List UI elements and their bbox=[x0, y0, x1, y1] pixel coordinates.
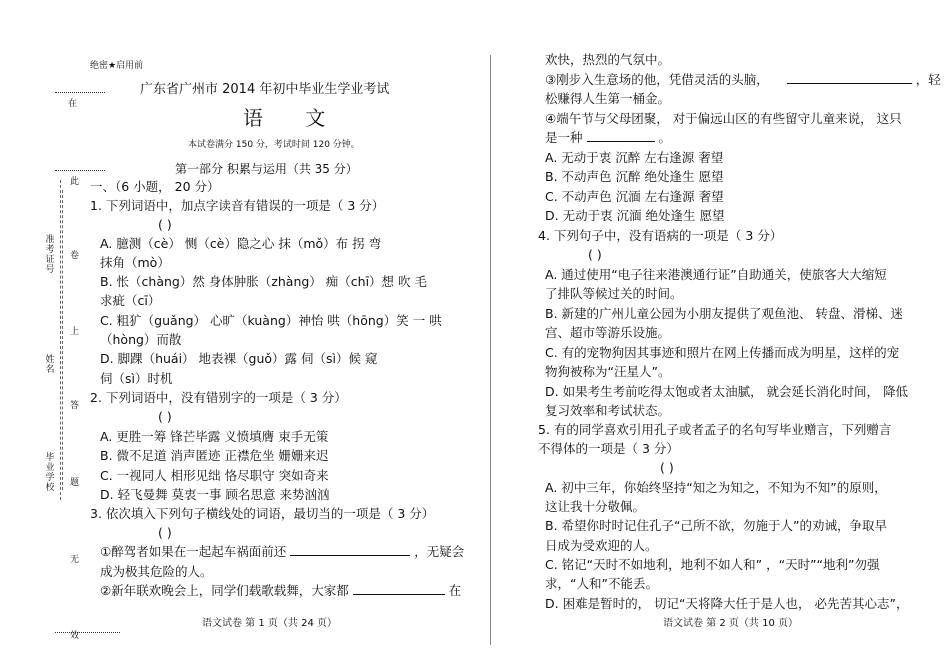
option-d: D. 轻飞曼舞 莫衷一事 顾名思意 来势汹汹 bbox=[100, 487, 330, 502]
option-d: D. 困难是暂时的， 切记“天将降大任于是人也， 必先苦其心志”， bbox=[545, 596, 909, 611]
option-b-cont: 求疵（cī） bbox=[100, 293, 161, 308]
fill-blank[interactable] bbox=[290, 544, 410, 556]
answer-paren: ( ) bbox=[588, 247, 602, 262]
question-5: 5. 有的同学喜欢引用孔子或者孟子的名句写毕业赠言，下列赠言 bbox=[538, 422, 892, 437]
sentence-2 bbox=[100, 582, 461, 600]
sentence-2-text-tail: 在 bbox=[448, 583, 462, 598]
sentence-4-tail: 。 bbox=[658, 130, 671, 145]
sentence-2-text: ②新年联欢晚会上，同学们载歌载舞，大家都 bbox=[100, 583, 349, 598]
question-1: 1. 下列词语中，加点字读音有错误的一项是（ 3 分） bbox=[90, 198, 385, 213]
margin-vertical-dash bbox=[60, 180, 61, 500]
margin-dash-line bbox=[55, 170, 105, 171]
page-footer: 语文试卷 第 2 页（共 10 页） bbox=[663, 618, 798, 629]
option-a-cont: 这让我十分敬佩。 bbox=[545, 499, 646, 514]
margin-word: 无 bbox=[70, 555, 80, 565]
option-c-cont: （hòng）而散 bbox=[100, 332, 182, 347]
exam-title: 广东省广州市 2014 年初中毕业生学业考试 bbox=[140, 82, 390, 97]
option-a-cont: 抹角（mò） bbox=[100, 255, 170, 270]
option-b: B. 微不足道 消声匿迹 正襟危坐 姗姗来迟 bbox=[100, 448, 329, 463]
sentence-1-text-tail: ，无疑会 bbox=[414, 544, 465, 559]
option-a: A. 通过使用“电子往来港澳通行证”自助通关，使旅客大大缩短 bbox=[545, 267, 887, 282]
answer-paren: ( ) bbox=[158, 217, 172, 232]
fill-blank[interactable] bbox=[353, 583, 445, 595]
margin-label-name: 姓名 bbox=[45, 355, 55, 375]
option-c: C. 有的宠物狗因其事迹和照片在网上传播而成为明星，这样的宠 bbox=[545, 345, 900, 360]
option-a: A. 臆测（cè） 恻（cè）隐之心 抹（mǒ）布 拐 弯 bbox=[100, 236, 382, 251]
sentence-3 bbox=[545, 71, 941, 89]
page-fold-line bbox=[490, 55, 491, 645]
option-d: D. 脚踝（huái） 地表裸（guǒ）露 伺（sì）候 窥 bbox=[100, 351, 378, 366]
option-c-cont: 物狗被称为“汪星人”。 bbox=[545, 364, 671, 379]
option-a: A. 更胜一筹 锋芒毕露 义愤填膺 束手无策 bbox=[100, 429, 329, 444]
option-b-cont: 宫、超市等游乐设施。 bbox=[545, 325, 671, 340]
sentence-4: ④端午节与父母团聚， 对于偏远山区的有些留守儿童来说， 这只 bbox=[545, 111, 902, 126]
sentence-3-tail: ，轻 bbox=[915, 72, 941, 87]
exam-info: 本试卷满分 150 分，考试时间 120 分钟。 bbox=[188, 140, 360, 150]
sentence-4-cont bbox=[545, 129, 671, 147]
option-d-cont: 复习效率和考试状态。 bbox=[545, 403, 671, 418]
margin-label-exam-number: 准考证号 bbox=[45, 235, 55, 275]
option-a: A. 无动于衷 沉醉 左右逢源 奢望 bbox=[545, 150, 724, 165]
margin-label-school: 毕业学校 bbox=[45, 453, 55, 493]
margin-word: 上 bbox=[70, 327, 80, 337]
answer-paren: ( ) bbox=[660, 460, 674, 475]
option-c: C. 不动声色 沉湎 左右逢源 奢望 bbox=[545, 189, 724, 204]
subject-title: 语 文 bbox=[243, 106, 344, 130]
section-heading: 一、（6 小题， 20 分） bbox=[90, 179, 220, 194]
margin-dash-line bbox=[55, 92, 105, 93]
option-b: B. 不动声色 沉醉 绝处逢生 愿望 bbox=[545, 169, 724, 184]
fill-blank[interactable] bbox=[587, 130, 655, 142]
margin-word: 卷 bbox=[70, 251, 80, 261]
option-d-cont: 伺（sì）时机 bbox=[100, 371, 173, 386]
option-d: D. 如果考生考前吃得太饱或者太油腻， 就会延长消化时间， 降低 bbox=[545, 384, 909, 399]
part-heading: 第一部分 积累与运用（共 35 分） bbox=[175, 162, 358, 176]
margin-vertical-dash bbox=[62, 190, 63, 490]
option-c: C. 一视同人 相形见绌 恪尽职守 突如奇来 bbox=[100, 468, 329, 483]
question-3: 3. 依次填入下列句子横线处的词语，最切当的一项是（ 3 分） bbox=[90, 506, 435, 521]
sentence-1 bbox=[100, 543, 464, 561]
option-b-cont: 日成为受欢迎的人。 bbox=[545, 538, 658, 553]
option-b: B. 怅（chàng）然 身体肿胀（zhàng） 痴（chī）想 吹 毛 bbox=[100, 274, 427, 289]
option-a-cont: 了排队等候过关的时间。 bbox=[545, 286, 683, 301]
option-c-cont: 求，“人和”不能丢。 bbox=[545, 576, 658, 591]
option-c: C. 粗犷（guǎng） 心旷（kuàng）神怡 哄（hōng）笑 一 哄 bbox=[100, 313, 442, 328]
margin-word: 题 bbox=[70, 478, 80, 488]
margin-word: 效 bbox=[70, 631, 80, 641]
confidential-mark: 绝密★启用前 bbox=[90, 61, 144, 71]
sentence-3-text: ③刚步入生意场的他，凭借灵活的头脑， bbox=[545, 72, 769, 87]
question-2: 2. 下列词语中，没有错别字的一项是（ 3 分） bbox=[90, 390, 347, 405]
margin-word: 答 bbox=[70, 401, 80, 411]
page-footer: 语文试卷 第 1 页（共 24 页） bbox=[202, 618, 337, 629]
margin-word: 在 bbox=[68, 99, 78, 109]
sentence-2-cont: 欢快，热烈的气氛中。 bbox=[545, 52, 671, 67]
option-c: C. 铭记“天时不如地利，地利不如人和” ，“天时”“地利”勿强 bbox=[545, 557, 880, 572]
sentence-4-text: 是一种 bbox=[545, 130, 583, 145]
sentence-3-cont: 松赚得人生第一桶金。 bbox=[545, 91, 671, 106]
margin-word: 此 bbox=[70, 177, 80, 187]
option-d: D. 无动于衷 沉湎 绝处逢生 愿望 bbox=[545, 208, 725, 223]
answer-paren: ( ) bbox=[158, 525, 172, 540]
question-4: 4. 下列句子中，没有语病的一项是（ 3 分） bbox=[538, 228, 783, 243]
sentence-1-cont: 成为极其危险的人。 bbox=[100, 564, 213, 579]
option-a: A. 初中三年，你始终坚持“知之为知之，不知为不知”的原则， bbox=[545, 480, 887, 495]
answer-paren: ( ) bbox=[158, 409, 172, 424]
fill-blank[interactable] bbox=[787, 72, 912, 84]
option-b: B. 新建的广州儿童公园为小朋友提供了观鱼池、 转盘、滑梯、迷 bbox=[545, 306, 903, 321]
sentence-1-text: ①醉驾者如果在一起起车祸面前还 bbox=[100, 544, 287, 559]
question-5-cont: 不得体的一项是（ 3 分） bbox=[538, 441, 679, 456]
margin-dash-line bbox=[55, 632, 120, 633]
option-b: B. 希望你时时记住孔子“己所不欲，勿施于人”的劝诫，争取早 bbox=[545, 518, 887, 533]
